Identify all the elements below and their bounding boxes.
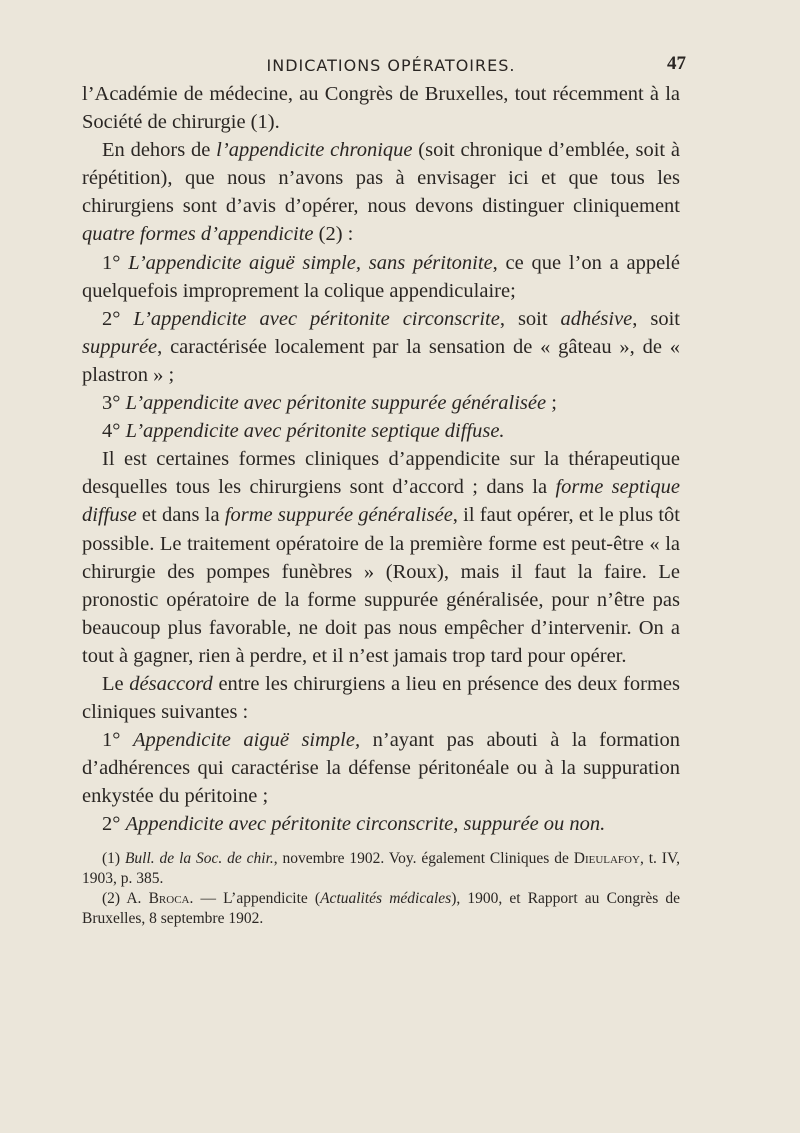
text-run: (2) A. [102,889,149,907]
text-run: l’Académie de médecine, au Congrès de Bruxelles, tout récemment à la Société de chirurgie (1). [82,83,680,134]
footnote [82,849,680,889]
italic-run: adhésive [560,307,633,330]
italic-run: l’appendicite chronique [216,139,413,162]
text-run: ), 1900, et Rapport au Congrès de Bruxelles, 8 septembre 1902. [82,889,680,927]
footnotes [82,849,680,929]
text-run: ; [546,392,557,415]
list-item [82,810,680,838]
text-run: Le [102,672,130,695]
text-run: (2) : [313,223,354,246]
text-run: (1) [102,849,125,867]
paragraph [82,136,680,248]
italic-run: L’appendicite aiguë simple, sans péritonite [128,251,493,274]
text-run: En dehors de [102,139,217,162]
text-run: 1° [102,729,133,752]
paragraph [82,670,680,726]
text-run: , soit [499,307,561,330]
italic-run: quatre formes d’appendicite [82,223,314,246]
text-run: n’ayant pas abouti à la formation d’adhérences qui caractérise la défense péritonéale ou à la suppuration enkystée du péritoine ; [82,729,680,808]
italic-run: forme suppurée généralisée [224,504,453,527]
italic-run: Appendicite aiguë simple, [132,729,361,752]
author-name: Broca [148,889,190,907]
text-run: 2° [102,307,134,330]
list-item [82,305,680,389]
italic-run: Bull. de la Soc. de chir. [124,849,274,867]
text-run: . — L’appendicite ( [189,889,321,907]
italic-run: L’appendicite avec péritonite circonscrite [133,307,500,330]
paragraph [82,445,680,670]
text-run: , soit [632,307,680,330]
italic-run: Appendicite avec péritonite circonscrite, suppurée ou non. [125,813,606,836]
page-number: 47 [667,53,686,74]
italic-run: L’appendicite avec péritonite septique diffuse. [125,420,505,443]
text-run: , novembre 1902. Voy. également Cliniques de [273,849,574,867]
list-item [82,726,680,810]
author-name: Dieulafoy [573,849,640,867]
footnote [82,889,680,929]
italic-run: désaccord [129,672,213,695]
list-item [82,249,680,305]
text-run: , t. IV, 1903, p. 385. [82,849,681,887]
list-item [82,389,680,417]
text-run: , il faut opérer, et le plus tôt possible. Le traitement opératoire de la première forme est peut-être « la chirurgie des pompes funèbres » (Roux), mais il faut la faire. Le pronostic opératoire de la forme suppurée généralisée, pour n’être pas beaucoup plus favorable, ne doit pas nous empêcher d’intervenir. On a tout à gagner, rien à perdre, et il n’est jamais trop tard pour opérer. [82,504,680,667]
italic-run: L’appendicite avec péritonite suppurée généralisée [125,392,547,415]
paragraph [82,80,680,136]
text-run: 2° [102,813,126,836]
text-run: Il est certaines formes cliniques d’appendicite sur la thérapeutique desquelles tous les chirurgiens sont d’accord ; dans la [82,448,680,499]
list-item [82,417,680,445]
text-run: 4° [102,420,126,443]
text-run: , caractérisée localement par la sensation de « gâteau », de « plastron » ; [82,335,680,386]
running-title: INDICATIONS OPÉRATOIRES. [266,56,516,75]
text-run: , ce que l’on a appelé quelquefois improprement la colique appendiculaire; [82,251,680,302]
text-run: (soit chronique d’emblée, soit à répétition), que nous n’avons pas à envisager ici et que tous les chirurgiens sont d’avis d’opérer, nous devons distinguer cliniquement [82,139,680,218]
text-run: 3° [102,392,126,415]
text-run: et dans la [136,504,225,527]
italic-run: forme septique diffuse [82,476,680,527]
text-run: entre les chirurgiens a lieu en présence des deux formes cliniques suivantes : [82,672,680,724]
italic-run: suppurée [82,335,158,358]
text-run: 1° [102,251,129,274]
running-header [82,0,686,80]
body-text [82,80,680,839]
italic-run: Actualités médicales [320,889,452,907]
